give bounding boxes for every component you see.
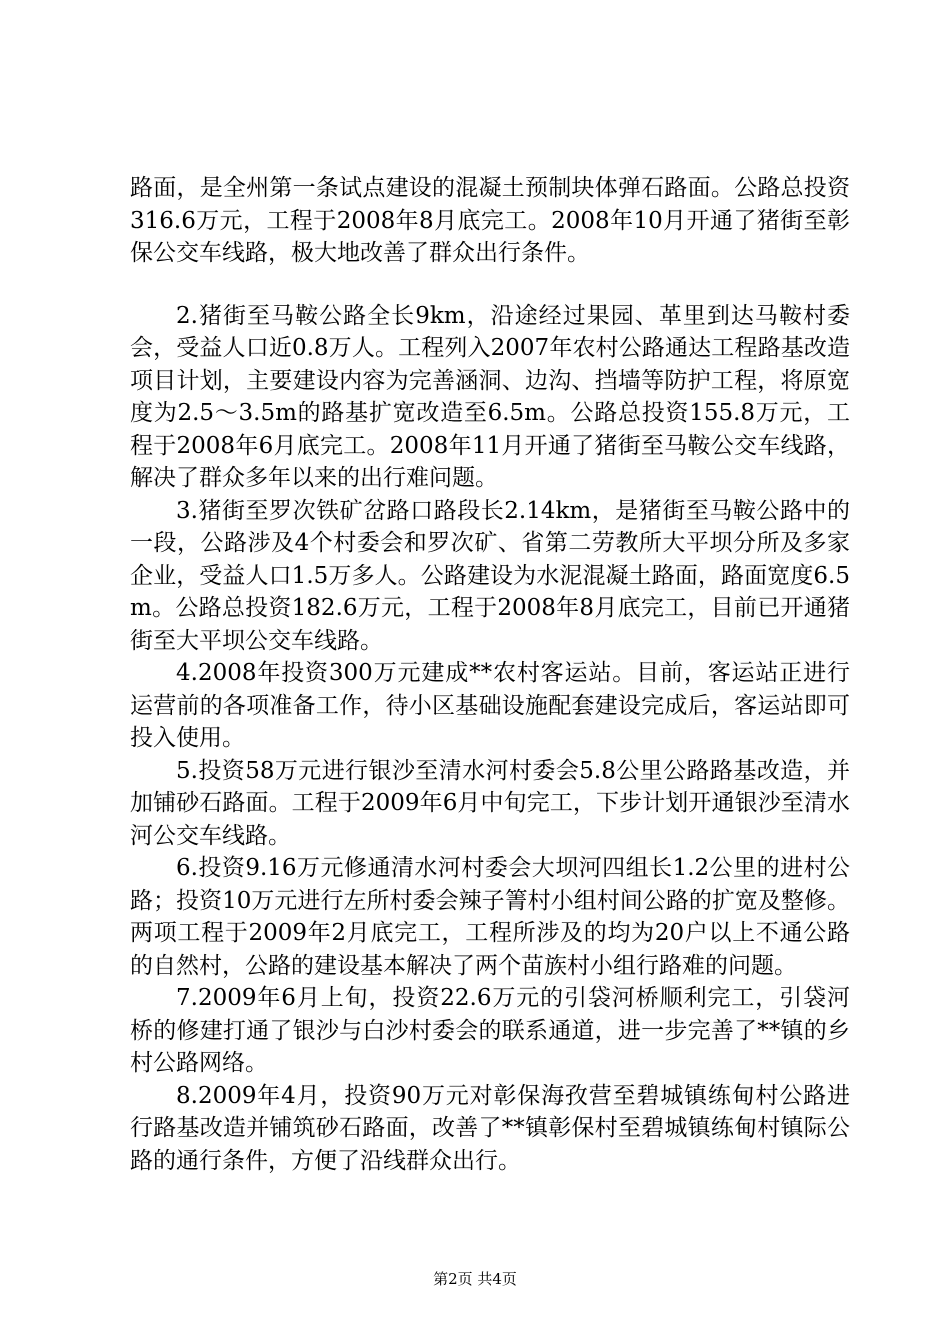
paragraph-item-3: 3.猪街至罗次铁矿岔路口路段长2.14km，是猪街至马鞍公路中的一段，公路涉及4个村委会和罗次矿、省第二劳教所大平坝分所及多家企业，受益人口1.5万多人。公路建设为水泥混凝土路面，路面宽度6.5m。公路总投资182.6万元，工程于2008年8月底完工，目前已开通猪街至大平坝公交车线路。: [130, 497, 850, 654]
paragraph-item-6: 6.投资9.16万元修通清水河村委会大坝河四组长1.2公里的进村公路；投资10万元进行左所村委会辣子箐村小组村间公路的扩宽及整修。两项工程于2009年2月底完工，工程所涉及的均为20户以上不通公路的自然村，公路的建设基本解决了两个苗族村小组行路难的问题。: [130, 855, 850, 979]
document-body: [130, 172, 850, 1177]
paragraph-item-4: 4.2008年投资300万元建成**农村客运站。目前，客运站正进行运营前的各项准备工作，待小区基础设施配套建设完成后，客运站即可投入使用。: [130, 660, 850, 751]
paragraph-item-2: 2.猪街至马鞍公路全长9km，沿途经过果园、革里到达马鞍村委会，受益人口近0.8万人。工程列入2007年农村公路通达工程路基改造项目计划，主要建设内容为完善涵洞、边沟、挡墙等防护工程，将原宽度为2.5～3.5m的路基扩宽改造至6.5m。公路总投资155.8万元，工程于2008年6月底完工。2008年11月开通了猪街至马鞍公交车线路，解决了群众多年以来的出行难问题。: [130, 302, 850, 491]
page-footer: [0, 1269, 950, 1289]
paragraph-item-5: 5.投资58万元进行银沙至清水河村委会5.8公里公路路基改造，并加铺砂石路面。工程于2009年6月中旬完工，下步计划开通银沙至清水河公交车线路。: [130, 757, 850, 849]
paragraph-item-8: 8.2009年4月，投资90万元对彰保海孜营至碧城镇练甸村公路进行路基改造并铺筑砂石路面，改善了**镇彰保村至碧城镇练甸村镇际公路的通行条件，方便了沿线群众出行。: [130, 1082, 850, 1174]
page-number-label: 第2页 共4页: [433, 1270, 517, 1288]
paragraph-continuation: 路面，是全州第一条试点建设的混凝土预制块体弹石路面。公路总投资316.6万元，工程于2008年8月底完工。2008年10月开通了猪街至彰保公交车线路，极大地改善了群众出行条件。: [130, 175, 850, 266]
paragraph-item-7: 7.2009年6月上旬，投资22.6万元的引袋河桥顺利完工，引袋河桥的修建打通了银沙与白沙村委会的联系通道，进一步完善了**镇的乡村公路网络。: [130, 985, 850, 1076]
